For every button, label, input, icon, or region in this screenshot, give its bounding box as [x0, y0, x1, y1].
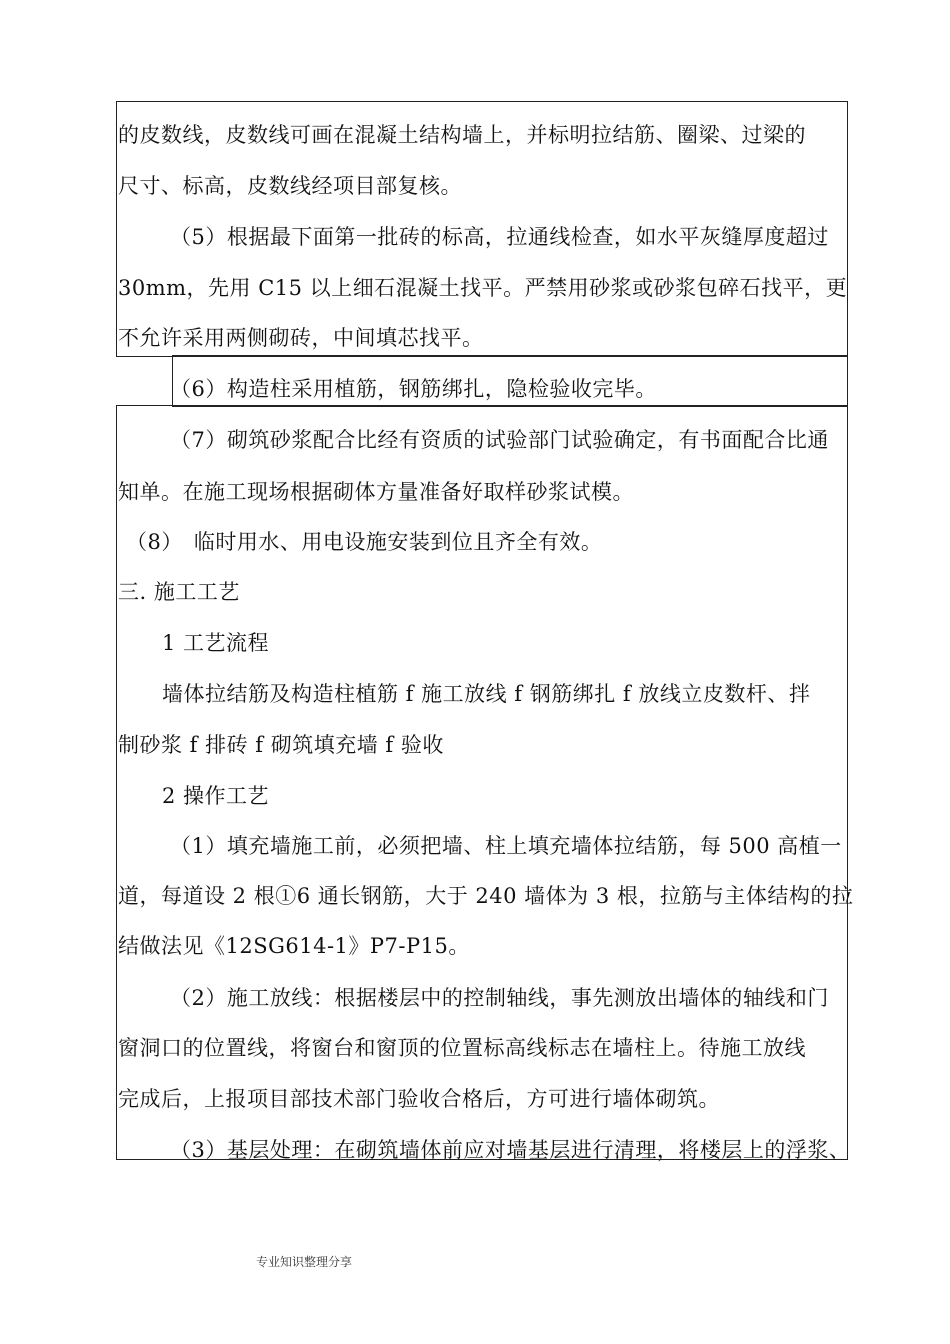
text-line: （5）根据最下面第一批砖的标高，拉通线检查，如水平灰缝厚度超过 [170, 225, 829, 249]
page-footer: 专业知识整理分享 [256, 1255, 353, 1269]
text-line: 知单。在施工现场根据砌体方量准备好取样砂浆试模。 [118, 480, 634, 504]
text-line: 墙体拉结筋及构造柱植筋 f 施工放线 f 钢筋绑扎 f 放线立皮数杆、拌 [162, 682, 811, 706]
text-line: 尺寸、标高，皮数线经项目部复核。 [118, 174, 462, 198]
text-line: （6）构造柱采用植筋，钢筋绑扎，隐检验收完毕。 [170, 377, 657, 401]
text-line: （7）砌筑砂浆配合比经有资质的试验部门试验确定，有书面配合比通 [170, 428, 829, 452]
text-line: （2）施工放线：根据楼层中的控制轴线，事先测放出墙体的轴线和门 [170, 986, 829, 1010]
text-line: 的皮数线，皮数线可画在混凝土结构墙上，并标明拉结筋、圈梁、过梁的 [118, 123, 806, 147]
text-line: 完成后，上报项目部技术部门验收合格后，方可进行墙体砌筑。 [118, 1087, 720, 1111]
subsection-heading: 1 工艺流程 [162, 631, 270, 655]
text-line: 道，每道设 2 根①6 通长钢筋，大于 240 墙体为 3 根，拉筋与主体结构的拉 [118, 884, 854, 908]
text-line: 30mm，先用 C15 以上细石混凝土找平。严禁用砂浆或砂浆包碎石找平，更 [118, 276, 848, 300]
text-line: 窗洞口的位置线，将窗台和窗顶的位置标高线标志在墙柱上。待施工放线 [118, 1036, 806, 1060]
text-line: 制砂浆 f 排砖 f 砌筑填充墙 f 验收 [118, 733, 444, 757]
section-heading: 三. 施工工艺 [118, 580, 240, 604]
text-line: （8） 临时用水、用电设施安装到位且齐全有效。 [126, 530, 603, 554]
subsection-heading: 2 操作工艺 [162, 784, 270, 808]
text-line: （3）基层处理：在砌筑墙体前应对墙基层进行清理，将楼层上的浮浆、 [170, 1138, 851, 1162]
text-line: 结做法见《12SG614-1》P7-P15。 [118, 934, 470, 958]
text-line: （1）填充墙施工前，必须把墙、柱上填充墙体拉结筋，每 500 高植一 [170, 834, 842, 858]
text-line: 不允许采用两侧砌砖，中间填芯找平。 [118, 326, 484, 350]
